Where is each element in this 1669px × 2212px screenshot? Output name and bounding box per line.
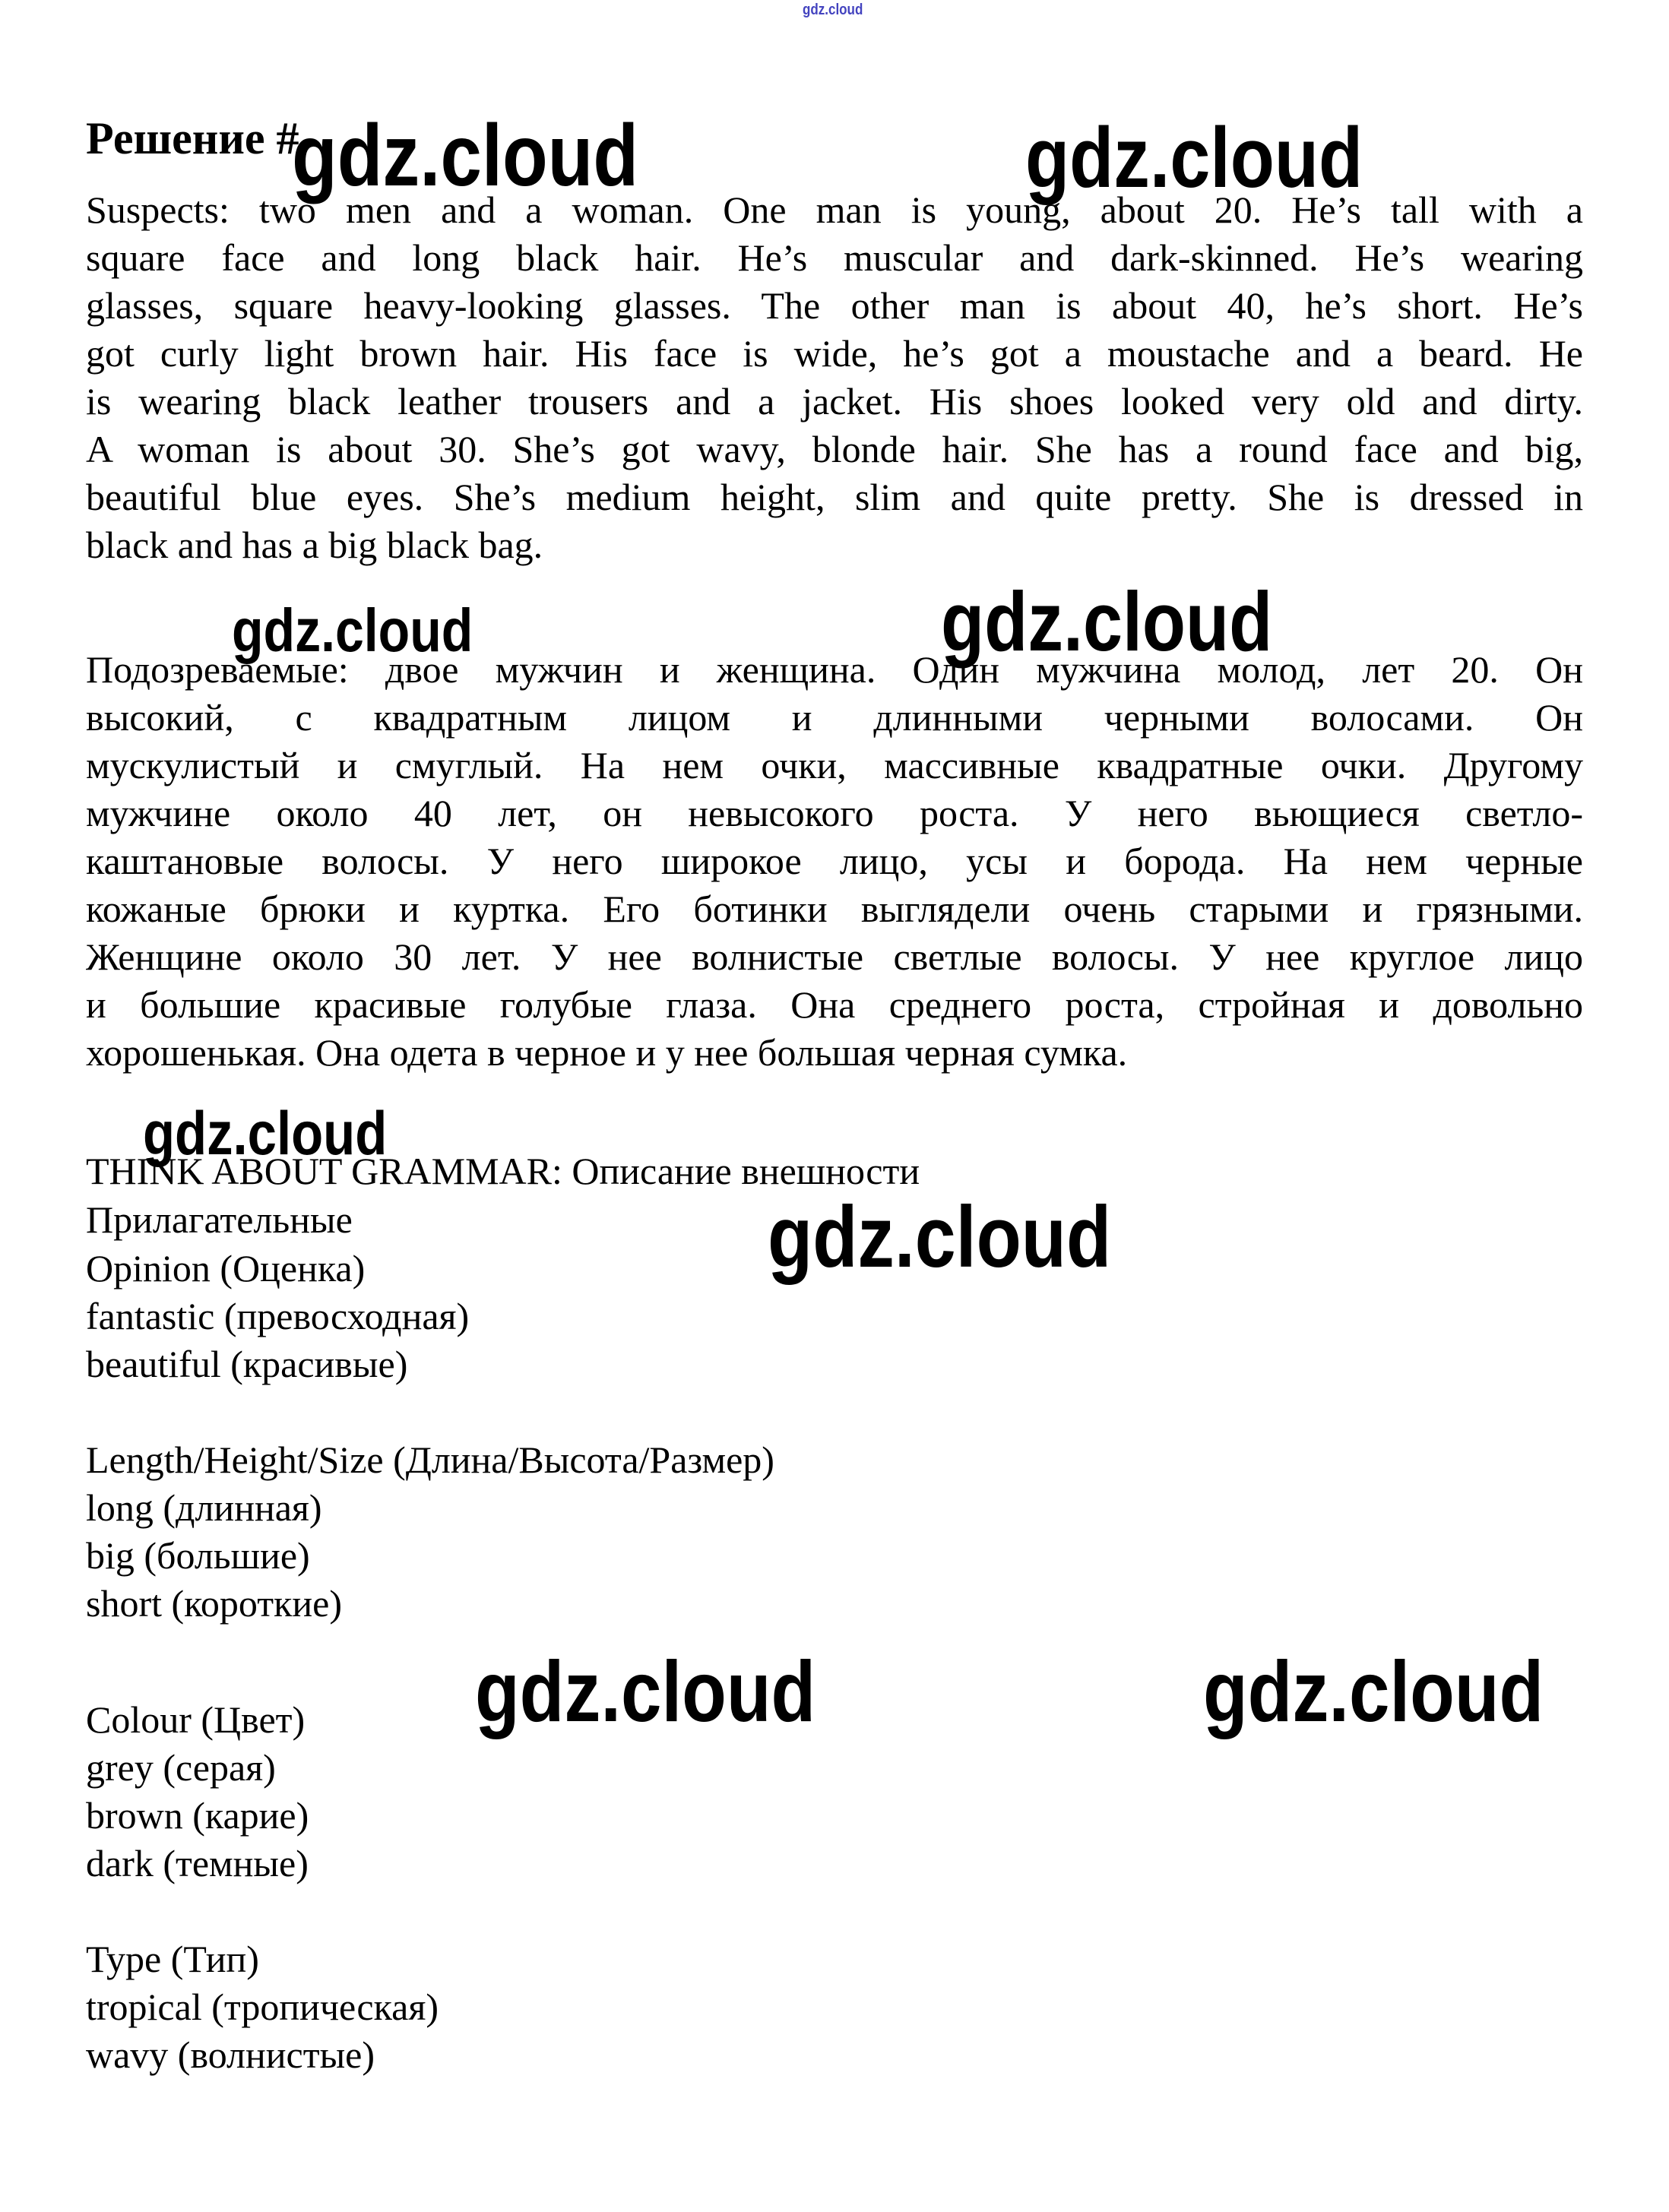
english-line: A woman is about 30. She’s got wavy, blonde hair. She has a round face and big, bbox=[86, 428, 1583, 470]
russian-line: каштановые волосы. У него широкое лицо, усы и борода. На нем черные bbox=[86, 840, 1583, 882]
english-line: is wearing black leather trousers and a jacket. His shoes looked very old and dirty. bbox=[86, 380, 1583, 422]
english-line: beautiful blue eyes. She’s medium height, slim and quite pretty. She is dressed in bbox=[86, 476, 1583, 518]
grammar-opinion-header: Opinion (Оценка) bbox=[86, 1247, 366, 1290]
grammar-item-big: big (большие) bbox=[86, 1534, 310, 1577]
watermark-pre-grammar: gdz.cloud bbox=[143, 1100, 388, 1168]
grammar-item-tropical: tropical (тропическая) bbox=[86, 1986, 439, 2028]
watermark-mid-left: gdz.cloud bbox=[232, 597, 473, 664]
grammar-think-line: THINK ABOUT GRAMMAR: Описание внешности bbox=[86, 1150, 920, 1192]
grammar-item-short: short (короткие) bbox=[86, 1582, 342, 1625]
solution-heading: Решение # bbox=[86, 113, 299, 163]
watermark-heading-left: gdz.cloud bbox=[292, 107, 639, 204]
english-line: glasses, square heavy-looking glasses. The other man is about 40, he’s short. He’s bbox=[86, 284, 1583, 327]
grammar-type-header: Type (Тип) bbox=[86, 1938, 259, 1980]
russian-line: мускулистый и смуглый. На нем очки, массивные квадратные очки. Другому bbox=[86, 744, 1583, 786]
watermark-heading-right: gdz.cloud bbox=[1025, 110, 1363, 205]
grammar-item-wavy: wavy (волнистые) bbox=[86, 2033, 375, 2076]
english-paragraph bbox=[86, 186, 1583, 569]
english-line: Suspects: two men and a woman. One man is young, about 20. He’s tall with a bbox=[86, 188, 1583, 231]
grammar-length-header: Length/Height/Size (Длина/Высота/Размер) bbox=[86, 1438, 774, 1481]
grammar-item-long: long (длинная) bbox=[86, 1486, 322, 1529]
grammar-adjectives-label: Прилагательные bbox=[86, 1198, 353, 1241]
russian-paragraph bbox=[86, 646, 1583, 1077]
russian-line: хорошенькая. Она одета в черное и у нее большая черная сумка. bbox=[86, 1031, 1128, 1074]
russian-line: Женщине около 30 лет. У нее волнистые светлые волосы. У нее круглое лицо bbox=[86, 935, 1583, 978]
grammar-colour-header: Colour (Цвет) bbox=[86, 1698, 306, 1741]
watermark-grammar: gdz.cloud bbox=[768, 1189, 1112, 1286]
russian-line: высокий, с квадратным лицом и длинными черными волосами. Он bbox=[86, 696, 1583, 739]
english-line: square face and long black hair. He’s muscular and dark-skinned. He’s wearing bbox=[86, 236, 1583, 279]
english-line: black and has a big black bag. bbox=[86, 524, 543, 566]
grammar-item-brown: brown (карие) bbox=[86, 1794, 309, 1837]
grammar-item-beautiful: beautiful (красивые) bbox=[86, 1343, 408, 1385]
grammar-item-dark: dark (темные) bbox=[86, 1842, 309, 1884]
english-line: got curly light brown hair. His face is wide, he’s got a moustache and a beard. He bbox=[86, 332, 1583, 375]
watermark-top: gdz.cloud bbox=[803, 2, 863, 18]
watermark-bottom-left: gdz.cloud bbox=[475, 1644, 816, 1739]
russian-line: мужчине около 40 лет, он невысокого роста. У него вьющиеся светло- bbox=[86, 792, 1583, 834]
watermark-bottom-right: gdz.cloud bbox=[1203, 1644, 1544, 1739]
russian-line: Подозреваемые: двое мужчин и женщина. Один мужчина молод, лет 20. Он bbox=[86, 648, 1583, 691]
grammar-item-grey: grey (серая) bbox=[86, 1746, 276, 1789]
grammar-item-fantastic: fantastic (превосходная) bbox=[86, 1295, 470, 1337]
russian-line: и большие красивые голубые глаза. Она среднего роста, стройная и довольно bbox=[86, 983, 1583, 1026]
russian-line: кожаные брюки и куртка. Его ботинки выглядели очень старыми и грязными. bbox=[86, 888, 1583, 930]
watermark-mid-right: gdz.cloud bbox=[941, 575, 1273, 669]
